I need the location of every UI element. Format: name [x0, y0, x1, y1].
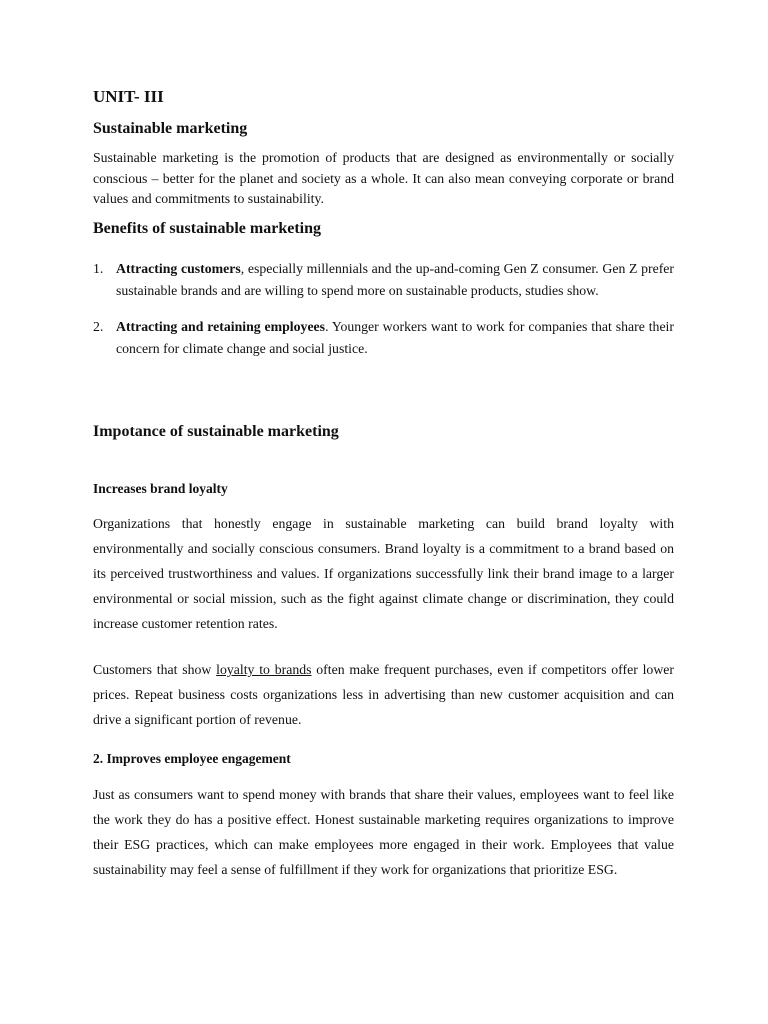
list-number: 1. [93, 261, 104, 276]
paragraph-customers [93, 657, 674, 732]
heading-importance: Impotance of sustainable marketing [93, 423, 339, 440]
list-item-text: . Younger workers want to work for companies that share their concern for climate change and social justice. [116, 319, 674, 356]
list-item [93, 258, 674, 301]
list-item [93, 316, 674, 359]
heading-benefits: Benefits of sustainable marketing [93, 220, 321, 237]
list-item-bold: Attracting customers [116, 261, 241, 276]
heading-sustainable-marketing: Sustainable marketing [93, 120, 248, 137]
list-item-text: , especially millennials and the up-and-coming Gen Z consumer. Gen Z prefer sustainable brands and are willing to spend more on sustainable products, studies show. [116, 261, 675, 298]
paragraph-employee-engagement: Just as consumers want to spend money with brands that share their values, employees want to feel like the work they do has a positive effect. Honest sustainable marketing requires organizations to improve their ESG practices, which can make employees more engaged in their work. Employees that value sustainability may feel a sense of fulfillment if they work for organizations that prioritize ESG. [93, 787, 674, 877]
loyalty-to-brands-link[interactable]: loyalty to brands [216, 662, 312, 677]
heading-employee-engagement: 2. Improves employee engagement [93, 751, 291, 766]
list-number: 2. [93, 319, 104, 334]
paragraph-text: Customers that show [93, 662, 217, 677]
paragraph-text: often make frequent purchases, even if competitors offer lower prices. Repeat business costs organizations less in advertising than new customer acquisition and can drive a significant portion of revenue. [93, 662, 675, 727]
unit-title: UNIT- III [93, 87, 164, 106]
paragraph-definition: Sustainable marketing is the promotion of products that are designed as environmentally or socially conscious – better for the planet and society as a whole. It can also mean conveying corporate or brand values and commitments to sustainability. [93, 150, 674, 206]
benefits-list [93, 258, 674, 359]
heading-brand-loyalty: Increases brand loyalty [93, 481, 228, 496]
paragraph-brand-loyalty: Organizations that honestly engage in sustainable marketing can build brand loyalty with environmentally and socially conscious consumers. Brand loyalty is a commitment to a brand based on its perceived trustworthiness and values. If organizations successfully link their brand image to a larger environmental or social mission, such as the fight against climate change or discrimination, they could increase customer retention rates. [93, 516, 674, 631]
list-item-bold: Attracting and retaining employees [116, 319, 326, 334]
